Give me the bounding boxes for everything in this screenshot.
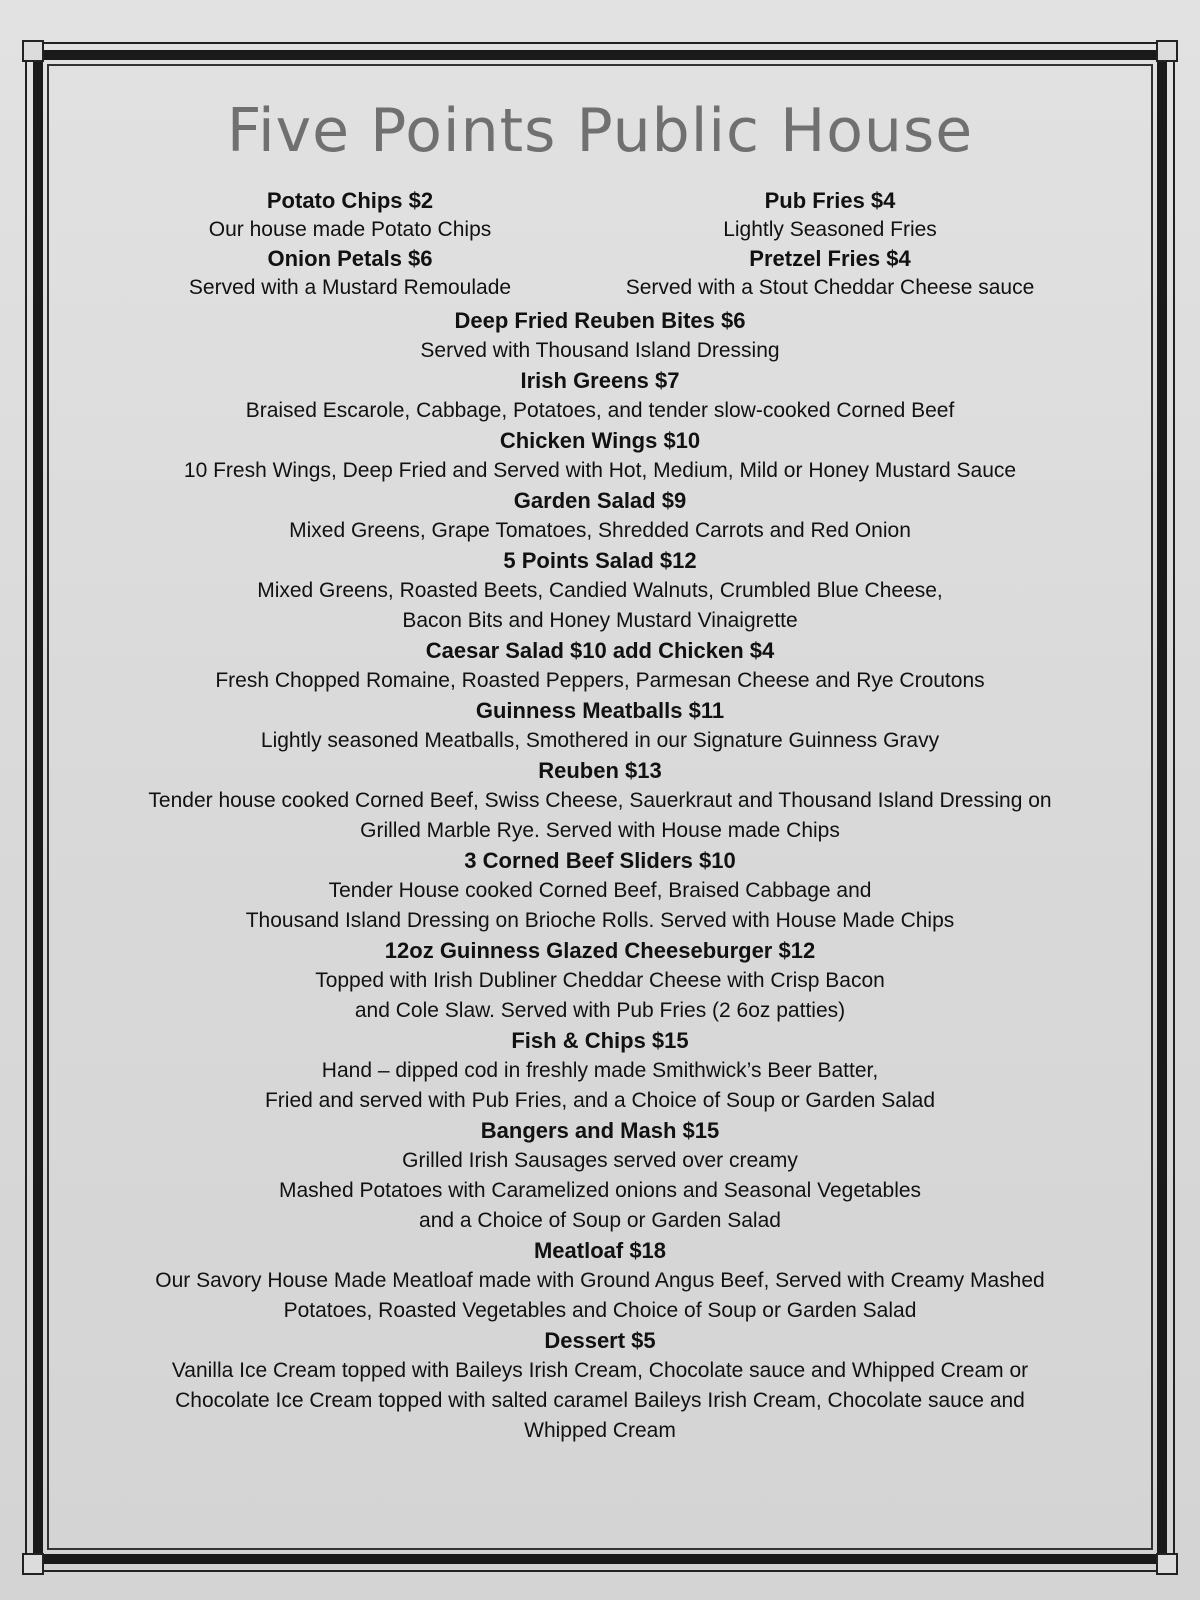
menu-item	[80, 546, 1120, 636]
item-description: Our house made Potato Chips	[208, 218, 492, 241]
item-description: Served with a Stout Cheddar Cheese sauce	[625, 276, 1035, 299]
item-name: 3 Corned Beef Sliders $10	[464, 848, 736, 873]
item-description: Lightly Seasoned Fries	[723, 218, 937, 241]
item-name: Deep Fried Reuben Bites $6	[454, 308, 746, 333]
item-description: Vanilla Ice Cream topped with Baileys Irish Cream, Chocolate sauce and Whipped Cream or Chocolate Ice Cream topped with salted caramel Baileys Irish Cream, Chocolate sauce and Whipped Cream	[171, 1359, 1029, 1442]
item-description: Grilled Irish Sausages served over creamy Mashed Potatoes with Caramelized onions and Seasonal Vegetables and a Choice of Soup or Garden Salad	[278, 1149, 922, 1232]
item-description: Tender House cooked Corned Beef, Braised Cabbage and Thousand Island Dressing on Brioche Rolls. Served with House Made Chips	[245, 879, 955, 932]
left-column	[140, 186, 560, 302]
item-name: Guinness Meatballs $11	[475, 698, 725, 723]
menu-item	[80, 366, 1120, 426]
item-name: Meatloaf $18	[533, 1238, 667, 1263]
menu-item	[80, 756, 1120, 846]
menu-item	[80, 1236, 1120, 1326]
menu-item	[585, 186, 1075, 244]
item-name: Potato Chips $2	[266, 188, 434, 213]
item-name: Pretzel Fries $4	[749, 246, 911, 271]
item-description: Braised Escarole, Cabbage, Potatoes, and tender slow-cooked Corned Beef	[245, 399, 955, 422]
corner-ornament	[22, 40, 44, 62]
menu-item	[80, 936, 1120, 1026]
menu-item	[80, 636, 1120, 696]
item-description: Topped with Irish Dubliner Cheddar Cheese with Crisp Bacon and Cole Slaw. Served with Pub Fries (2 6oz patties)	[315, 969, 885, 1022]
menu-item	[140, 244, 560, 302]
menu-item	[80, 306, 1120, 366]
corner-ornament	[1156, 40, 1178, 62]
item-name: Pub Fries $4	[764, 188, 896, 213]
item-description: Mixed Greens, Grape Tomatoes, Shredded Carrots and Red Onion	[289, 519, 911, 542]
item-name: Fish & Chips $15	[511, 1028, 689, 1053]
item-description: Lightly seasoned Meatballs, Smothered in our Signature Guinness Gravy	[260, 729, 940, 752]
item-name: Garden Salad $9	[513, 488, 687, 513]
menu-item	[80, 1326, 1120, 1446]
menu-item	[80, 486, 1120, 546]
corner-ornament	[1156, 1553, 1178, 1575]
right-column	[585, 186, 1075, 302]
item-name: Reuben $13	[538, 758, 662, 783]
item-name: 5 Points Salad $12	[503, 548, 697, 573]
menu-item	[80, 846, 1120, 936]
menu-item	[585, 244, 1075, 302]
item-name: Chicken Wings $10	[499, 428, 701, 453]
item-description: 10 Fresh Wings, Deep Fried and Served with Hot, Medium, Mild or Honey Mustard Sauce	[183, 459, 1017, 482]
item-name: Bangers and Mash $15	[480, 1118, 720, 1143]
item-description: Mixed Greens, Roasted Beets, Candied Walnuts, Crumbled Blue Cheese, Bacon Bits and Honey Mustard Vinaigrette	[257, 579, 943, 632]
item-description: Tender house cooked Corned Beef, Swiss Cheese, Sauerkraut and Thousand Island Dressing on Grilled Marble Rye. Served with House made Chips	[148, 789, 1052, 842]
menu-item	[80, 426, 1120, 486]
item-name: Dessert $5	[544, 1328, 656, 1353]
item-description: Served with a Mustard Remoulade	[188, 276, 512, 299]
corner-ornament	[22, 1553, 44, 1575]
item-description: Hand – dipped cod in freshly made Smithwick’s Beer Batter, Fried and served with Pub Fries, and a Choice of Soup or Garden Salad	[264, 1059, 936, 1112]
menu-list	[80, 306, 1120, 1446]
menu-item	[80, 1116, 1120, 1236]
item-name: Irish Greens $7	[520, 368, 680, 393]
item-name: 12oz Guinness Glazed Cheeseburger $12	[384, 938, 816, 963]
menu-item	[80, 1026, 1120, 1116]
menu-item	[140, 186, 560, 244]
restaurant-title: Five Points Public House	[226, 96, 974, 166]
item-description: Fresh Chopped Romaine, Roasted Peppers, Parmesan Cheese and Rye Croutons	[215, 669, 985, 692]
item-description: Our Savory House Made Meatloaf made with Ground Angus Beef, Served with Creamy Mashed Potatoes, Roasted Vegetables and Choice of Soup or Garden Salad	[155, 1269, 1045, 1322]
item-description: Served with Thousand Island Dressing	[420, 339, 780, 362]
item-name: Caesar Salad $10 add Chicken $4	[425, 638, 775, 663]
menu-item	[80, 696, 1120, 756]
item-name: Onion Petals $6	[267, 246, 433, 271]
